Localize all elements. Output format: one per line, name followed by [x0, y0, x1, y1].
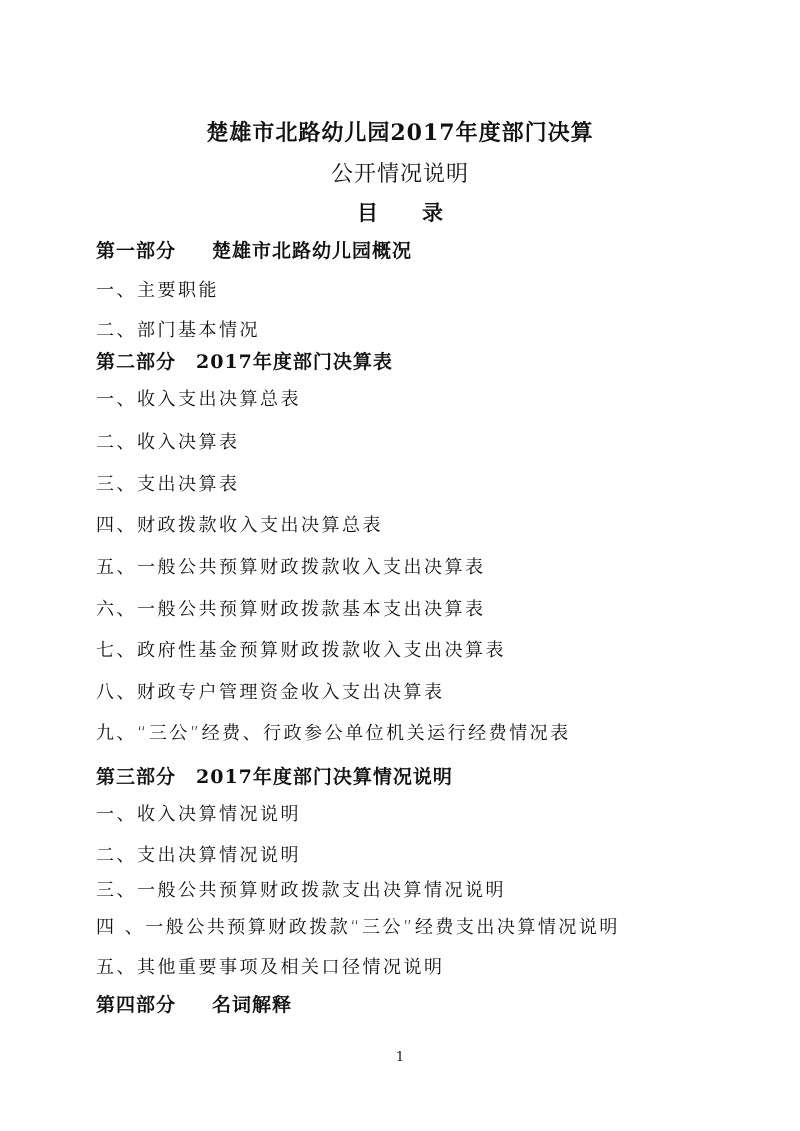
part-4-title: 名词解释 — [212, 994, 293, 1016]
part-3-heading — [96, 762, 453, 789]
doc-title-line2: 公开情况说明 — [330, 162, 469, 187]
toc-item: 五、一般公共预算财政拨款收入支出决算表 — [96, 557, 486, 578]
part-1-heading — [96, 236, 412, 263]
part-2-label: 第二部分 — [96, 351, 177, 373]
part-1-label: 第一部分 — [96, 240, 177, 262]
part-2-title: 2017年度部门决算表 — [196, 351, 393, 373]
toc-item: 二、收入决算表 — [96, 432, 240, 453]
part-4-label: 第四部分 — [96, 994, 177, 1016]
toc-item: 三、一般公共预算财政拨款支出决算情况说明 — [96, 880, 506, 901]
part-3-label: 第三部分 — [96, 766, 177, 788]
toc-item: 一、主要职能 — [96, 280, 219, 301]
toc-item: 二、部门基本情况 — [96, 320, 260, 341]
part-1-title: 楚雄市北路幼儿园概况 — [212, 240, 413, 262]
toc-item: 一、收入支出决算总表 — [96, 389, 301, 410]
toc-item: 四、财政拨款收入支出决算总表 — [96, 515, 383, 536]
toc-item: 七、政府性基金预算财政拨款收入支出决算表 — [96, 640, 506, 661]
toc-heading — [0, 197, 800, 227]
toc-item: 五、其他重要事项及相关口径情况说明 — [96, 957, 445, 978]
toc-heading-char2: 录 — [422, 200, 443, 225]
toc-item: 八、财政专户管理资金收入支出决算表 — [96, 682, 445, 703]
toc-item: 一、收入决算情况说明 — [96, 804, 301, 825]
toc-item: 九、“三公”经费、行政参公单位机关运行经费情况表 — [96, 723, 571, 744]
doc-title-line1: 楚雄市北路幼儿园2017年度部门决算 — [206, 120, 594, 146]
page-number: 1 — [395, 1050, 405, 1065]
part-4-heading — [96, 990, 292, 1017]
part-2-heading — [96, 347, 393, 374]
toc-item: 六、一般公共预算财政拨款基本支出决算表 — [96, 599, 486, 620]
part-3-title: 2017年度部门决算情况说明 — [196, 766, 453, 788]
toc-item: 四 、一般公共预算财政拨款“三公”经费支出决算情况说明 — [96, 917, 620, 938]
toc-heading-char1: 目 — [357, 200, 378, 225]
toc-item: 二、支出决算情况说明 — [96, 845, 301, 866]
toc-item: 三、支出决算表 — [96, 474, 240, 495]
